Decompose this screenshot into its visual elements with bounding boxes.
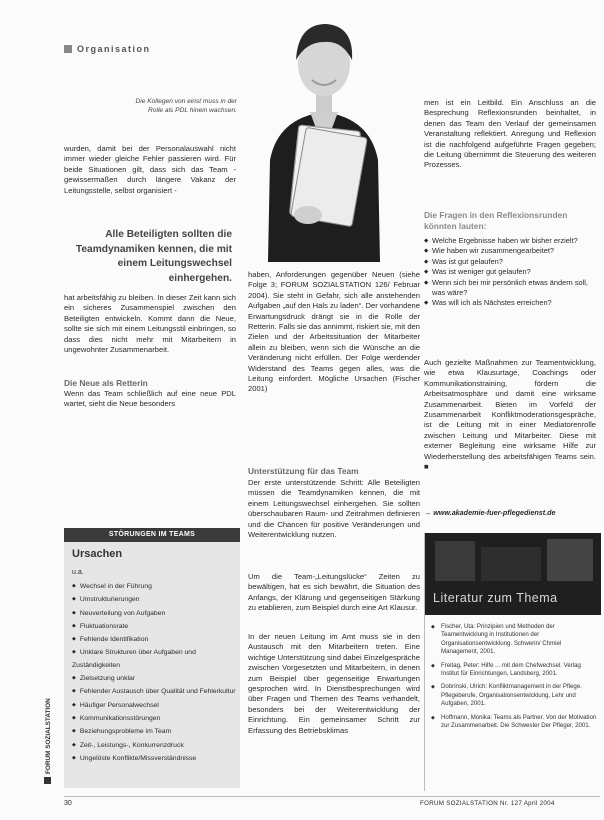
literature-box <box>424 533 601 791</box>
col1-paragraph-2: hat arbeitsfähig zu bleiben. In dieser Zeit kann sich ein sicheres Zusammenspiel zwischen den Beteiligten entwickeln. Kommt dann die Neue, sollte sie sich mit einem Leitungsstil einbringen, so dass dies nicht mehr mit Mitarbeitern in ungewohnter Zusammenarbeit. <box>64 293 236 355</box>
web-link[interactable] <box>424 508 556 517</box>
col2-paragraph-3: Um die Team-„Leitungslücke“ Zeiten zu bewältigen, hat es sich bewährt, die Situation des Anfangs, der Klärung und gegenseitigen Stärkung zu etablieren, zum Beispiel durch eine Art Klausur. <box>248 572 420 613</box>
woman-photo <box>238 0 410 262</box>
journal-footer: FORUM SOZIALSTATION Nr. 127 April 2004 <box>420 800 555 807</box>
col2-paragraph-4: In der neuen Leitung im Amt muss sie in den Austausch mit den Mitarbeitern treten. Eine wichtige Unterstützung sind dabei Einzelgespräche zwischen Vorgesetzten und Mitarbeitern, in denen zum Beispiel über gegenseitige Erwartungen gesprochen wird. In Dienstbesprechungen wird über Fragen und Themen des Teams verhandelt, besonders bei der Weiterentwicklung der Einrichtung. Ein gemeinsamer Schritt zur Erfassung des Betriebsklimas <box>248 632 420 735</box>
list-item: ◆ Fluktuationsrate <box>72 620 236 633</box>
page-number: 30 <box>64 800 72 807</box>
col2-heading: Unterstützung für das Team <box>248 466 359 476</box>
literature-title: Literatur zum Thema <box>433 591 558 605</box>
col1-paragraph-3: Wenn das Team schließlich auf eine neue PDL wartet, sieht die Neue besonders <box>64 389 236 409</box>
list-item: ◆ Hoffmann, Monika: Teams als Partner. Von der Motivation zur Zusammenarbeit. Die Schwester Der Pfleger, 2001. <box>431 714 599 731</box>
literature-list <box>431 623 599 735</box>
list-item: ◆ Was will ich als Nächstes erreichen? <box>424 298 596 308</box>
footer-rule <box>64 796 600 797</box>
section-title: Organisation <box>77 44 151 54</box>
col2-paragraph-2: Der erste unterstützende Schritt: Alle Beteiligten müssen die Teamdynamiken kennen, die mit einem Leitungswechsel einhergehen. Sie sollten überschaubaren Raum- und Zeitrahmen definieren und die Chancen für positive Veränderungen und Weiterentwicklung nutzen. <box>248 478 420 540</box>
literature-header <box>425 533 601 615</box>
list-item: ◆ Wenn sich bei mir persönlich etwas ändern soll, was wäre? <box>424 278 596 299</box>
forum-sozialstation-side-label <box>44 630 52 785</box>
section-square-icon <box>64 45 72 53</box>
web-link-text: www.akademie-fuer-pflegedienst.de <box>433 508 556 517</box>
col2-paragraph-1: haben, Anforderungen gegenüber Neuen (siehe Folge 3; FORUM SOZIALSTATION 126/ Februar 2004). Sie steht in Gefahr, sich alle anstehenden Aufgaben „auf den Hals zu laden“. Der vorhandene Erwartungsdruck drängt sie in die Rolle der Retterin. Falls sie das annimmt, riskiert sie, mit den Zielen und der Arbeitssituation der Mitarbeiter allein zu bleiben, wenn sich die Wünsche an die Veränderung nicht erfüllen. Der Folge werdender Widerstand des Teams gegen alles, was die Leitung einfordert. Mögliche Ursachen (Fischer 2001) <box>248 270 420 394</box>
list-item: ◆ Umstrukturierungen <box>72 593 236 606</box>
list-item: ◆ Zeit-, Leistungs-, Konkurrenzdruck <box>72 739 236 752</box>
col3-paragraph-2: Auch gezielte Maßnahmen zur Teamentwicklung, wie etwa Klausurtage, Coachings oder Kommunikationstraining, fördern die Arbeitsatmosphäre und damit eine wirksame Zusammenarbeit. Bieten im Vorfeld der Zusammenarbeit Konfliktmoderationsgespräche, ist die Leitung mit in einer Mediatorenrolle zwischen Leitung und Mitarbeiter. Diese mit externer Begleitung eine wirksame Hilfe zur Wiederherstellung des arbeitsfähigen Teams sein. ■ <box>424 358 596 472</box>
causes-box-ua: u.a. <box>72 569 84 576</box>
list-item: ◆ Welche Ergebnisse haben wir bisher erzielt? <box>424 236 596 246</box>
list-item: ◆ Wie haben wir zusammengearbeitet? <box>424 246 596 256</box>
list-item: ◆ Fehlender Austausch über Qualität und Fehlerkultur <box>72 685 236 698</box>
list-item: ◆ Häufiger Personalwechsel <box>72 699 236 712</box>
list-item: ◆ Kommunikationsstörungen <box>72 712 236 725</box>
list-item: ◆ Beziehungsprobleme im Team <box>72 725 236 738</box>
reflection-questions <box>424 236 596 309</box>
col1-heading: Die Neue als Retterin <box>64 378 148 388</box>
list-item: ◆ Unklare Strukturen über Aufgaben und Zuständigkeiten <box>72 646 236 672</box>
section-tag <box>64 44 151 54</box>
list-item: ◆ Freitag, Peter: Hilfe ... mit dem Chefwechsel. Verlag Institut für Einrichtungen, Landsberg, 2001. <box>431 662 599 679</box>
list-item: ◆ Was ist gut gelaufen? <box>424 257 596 267</box>
col1-paragraph-1: wurden, damit bei der Personalauswahl nicht immer wieder gleiche Fehler passieren wird. Für beide Situationen gilt, dass sich das Team - gewissermaßen durch längere Vakanz der Leitungsstelle, selbst organisiert - <box>64 144 236 195</box>
list-item: ◆ Was ist weniger gut gelaufen? <box>424 267 596 277</box>
side-label-text: FORUM SOZIALSTATION <box>45 698 52 774</box>
list-item: ◆ Wechsel in der Führung <box>72 580 236 593</box>
causes-box <box>64 528 240 788</box>
pull-quote: Alle Beteiligten sollten die Teamdynamiken kennen, die mit einem Leitungswechsel einhergehen. <box>75 229 232 284</box>
arrow-right-icon: → <box>424 508 434 517</box>
list-item: ◆ Ungelöste Konflikte/Missverständnisse <box>72 752 236 765</box>
causes-list <box>72 580 236 765</box>
list-item: ◆ Dobrinski, Ulrich: Konfliktmanagement in der Pflege. Pflegeberufe, Organisationsentwicklung, Lehr und Aufgaben, 2001. <box>431 683 599 708</box>
causes-box-title: STÖRUNGEN IM TEAMS <box>64 528 240 542</box>
list-item: ◆ Neuverteilung von Aufgaben <box>72 607 236 620</box>
list-item: ◆ Fischer, Uta: Prinzipien und Methoden der Teamentwicklung in Institutionen der Organisationsentwicklung. Schwerin/ Chmiel Management, 2001. <box>431 623 599 657</box>
list-item: ◆ Zielsetzung unklar <box>72 672 236 685</box>
photo-caption: Die Kollegen von einst muss in der Rolle als PDL hinein wachsen. <box>135 98 237 114</box>
col3-paragraph-1: men ist ein Leitbild. Ein Anschluss an die Besprechung Reflexionsrunden beinhaltet, in denen das Team den Verlauf der gemeinsamen Veranstaltung reflektiert. Anregung und Reflexion ist die nachfolgend aufgeführte Fragen gegeben; die Leitung übernimmt die Steuerung des weiteren Prozesses. <box>424 98 596 170</box>
causes-box-subtitle: Ursachen <box>72 548 123 560</box>
causes-box-body <box>64 542 240 788</box>
list-item: ◆ Fehlende Identifikation <box>72 633 236 646</box>
col3-heading: Die Fragen in den Reflexionsrunden könnten lauten: <box>424 210 568 231</box>
